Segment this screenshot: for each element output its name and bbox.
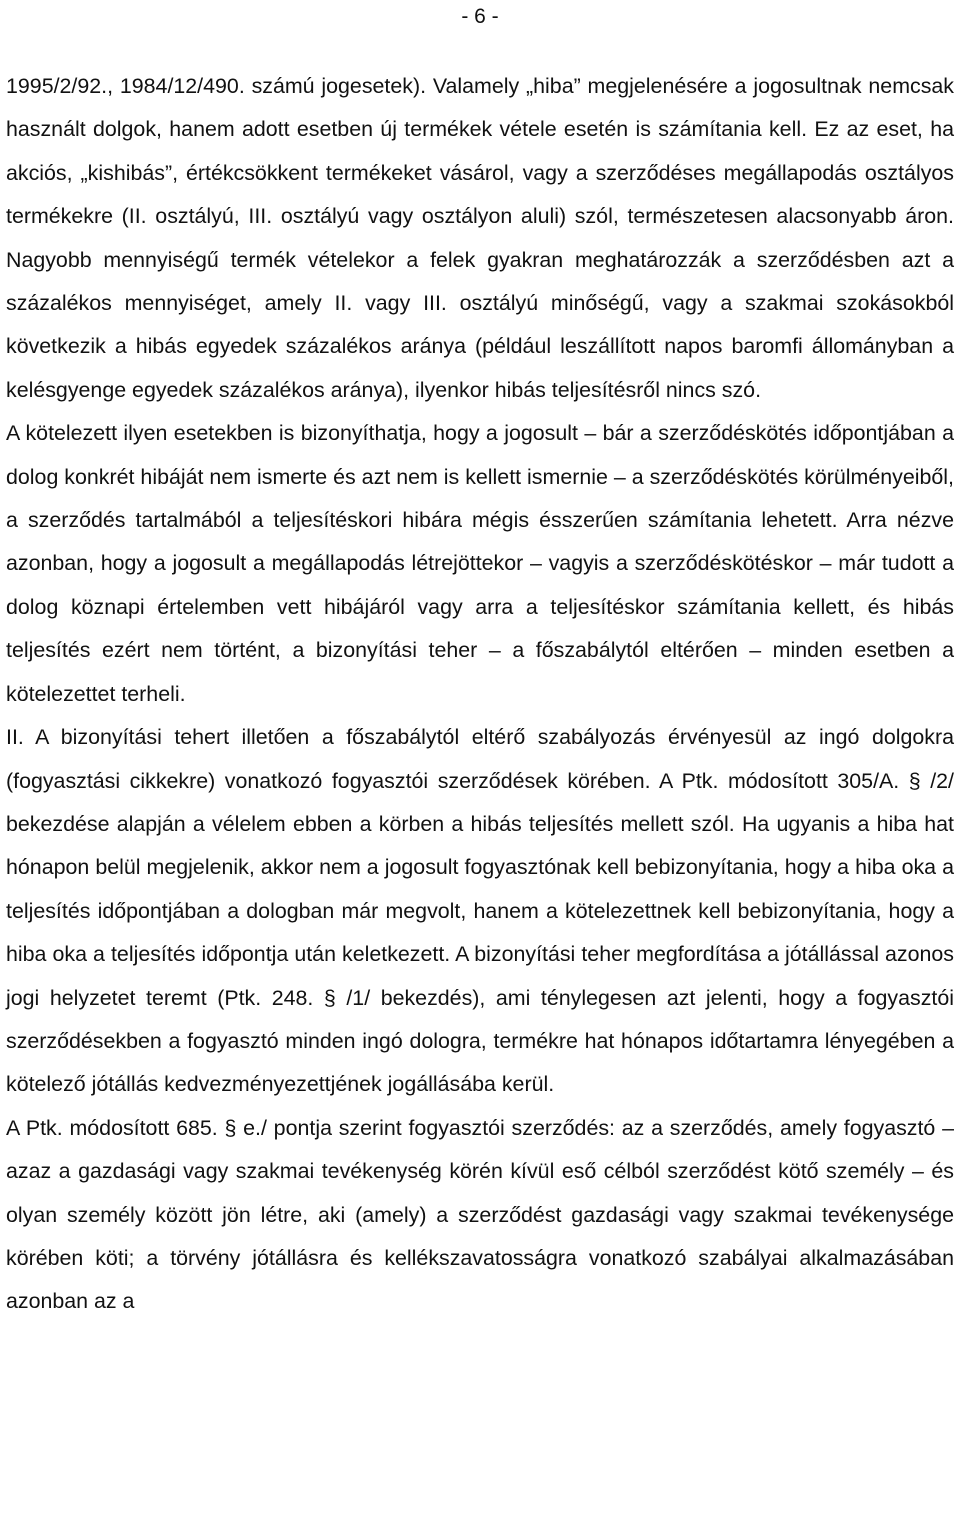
paragraph-hiba-megjelenese: 1995/2/92., 1984/12/490. számú jogesetek). Valamely „hiba” megjelenésére a jogosultnak nemcsak használt dolgok, hanem adott esetben új termékek vétele esetén is számítania kell. Ez az eset, ha akciós, „kishibás”, értékcsökkent termékeket vásárol, vagy a szerződéses megállapodás osztályos termékekre (II. osztályú, III. osztályú vagy osztályon aluli) szól, természetesen alacsonyabb áron. Nagyobb mennyiségű termék vételekor a felek gyakran meghatározzák a szerződésben azt a százalékos mennyiséget, amely II. vagy III. osztályú minőségű, vagy a szakmai szokásokból következik a hibás egyedek százalékos aránya (például leszállított napos baromfi állományban a kelésgyenge egyedek százalékos aránya), ilyenkor hibás teljesítésről nincs szó. (6, 74, 954, 402)
paragraph-fogyasztoi-szerzodes: A Ptk. módosított 685. § e./ pontja szerint fogyasztói szerződés: az a szerződés, amely fogyasztó – azaz a gazdasági vagy szakmai tevékenység körén kívül eső célból szerződést kötő személy – és olyan személy között jön létre, aki (amely) a szerződést gazdasági vagy szakmai tevékenysége körében köti; a törvény jótállásra és kellékszavatosságra vonatkozó szabályai alkalmazásában azonban az a (6, 1115, 954, 1314)
document-body (6, 65, 954, 1324)
paragraph-kotelezett-bizonyitas: A kötelezett ilyen esetekben is bizonyíthatja, hogy a jogosult – bár a szerződéskötés időpontjában a dolog konkrét hibáját nem ismerte és azt nem is kellett ismernie – a szerződéskötés körülményeiből, a szerződés tartalmából a teljesítéskori hibára mégis ésszerűen számítania lehetett. Arra nézve azonban, hogy a jogosult a megállapodás létrejöttekor – vagyis a szerződéskötéskor – már tudott a dolog köznapi értelemben vett hibájáról vagy arra a teljesítéskor számítania kellett, és hibás teljesítés ezért nem történt, a bizonyítási teher – a főszabálytól eltérően – minden esetben a kötelezettet terheli. (6, 421, 954, 706)
paragraph-bizonyitasi-teher: II. A bizonyítási tehert illetően a főszabálytól eltérő szabályozás érvényesül az ingó dolgokra (fogyasztási cikkekre) vonatkozó fogyasztói szerződések körében. A Ptk. módosított 305/A. § /2/ bekezdése alapján a vélelem ebben a körben a hibás teljesítés mellett szól. Ha ugyanis a hiba hat hónapon belül megjelenik, akkor nem a jogosult fogyasztónak kell bebizonyítania, hogy a hiba oka a teljesítés időpontjában a dologban már megvolt, hanem a kötelezettnek kell bebizonyítania, hogy a hiba oka a teljesítés időpontja után keletkezett. A bizonyítási teher megfordítása a jótállással azonos jogi helyzetet teremt (Ptk. 248. § /1/ bekezdés), ami ténylegesen azt jelenti, hogy a fogyasztói szerződésekben a fogyasztó minden ingó dologra, termékre hat hónapos időtartamra lényegében a kötelező jótállás kedvezményezettjének jogállásába kerül. (6, 725, 954, 1097)
page-number: - 6 - (461, 5, 499, 28)
